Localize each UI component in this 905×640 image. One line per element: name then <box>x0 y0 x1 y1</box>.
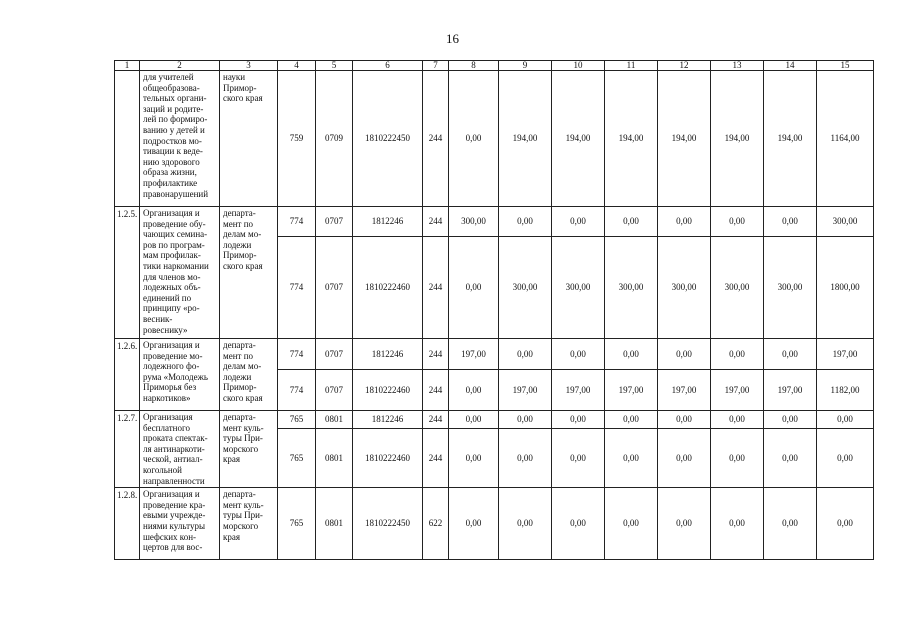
header-cell: 8 <box>449 61 499 71</box>
header-cell: 10 <box>552 61 605 71</box>
table-cell: 1810222460 <box>353 370 423 411</box>
table-cell: 194,00 <box>764 71 817 207</box>
table-cell: 0,00 <box>605 207 658 237</box>
table-cell: 0,00 <box>658 488 711 560</box>
table-cell: 0,00 <box>658 411 711 429</box>
table-cell: 197,00 <box>499 370 552 411</box>
table-cell: 774 <box>278 370 316 411</box>
table-cell: 0,00 <box>499 207 552 237</box>
table-cell: 194,00 <box>658 71 711 207</box>
table-cell: 0,00 <box>449 370 499 411</box>
table-cell: 0,00 <box>817 488 874 560</box>
table-cell: 0,00 <box>552 207 605 237</box>
table-cell: 244 <box>423 207 449 237</box>
table-cell: 0,00 <box>605 488 658 560</box>
item-number: 1.2.7. <box>115 411 140 488</box>
table-cell: 0,00 <box>552 411 605 429</box>
table-cell: 0,00 <box>449 71 499 207</box>
item-number: 1.2.6. <box>115 339 140 411</box>
header-cell: 9 <box>499 61 552 71</box>
table-cell: 194,00 <box>711 71 764 207</box>
table-cell: 0,00 <box>605 428 658 487</box>
table-cell: 197,00 <box>658 370 711 411</box>
table-cell: 0,00 <box>764 411 817 429</box>
table-cell: 765 <box>278 411 316 429</box>
table-cell: 1164,00 <box>817 71 874 207</box>
table-cell: 197,00 <box>605 370 658 411</box>
table-cell: 774 <box>278 207 316 237</box>
table-cell: 0,00 <box>711 488 764 560</box>
table-cell: 300,00 <box>552 237 605 339</box>
table-cell: 0,00 <box>499 339 552 370</box>
table-cell: 0,00 <box>552 428 605 487</box>
table-cell: 1810222450 <box>353 71 423 207</box>
executor: департа- мент по делам мо- лодежи Примор- ского края <box>220 207 278 339</box>
header-cell: 3 <box>220 61 278 71</box>
table-cell: 244 <box>423 411 449 429</box>
table-cell: 1812246 <box>353 339 423 370</box>
table-cell: 0,00 <box>499 411 552 429</box>
executor: науки Примор- ского края <box>220 71 278 207</box>
table-cell: 0801 <box>316 428 353 487</box>
table-cell: 0707 <box>316 370 353 411</box>
table-cell: 1812246 <box>353 411 423 429</box>
table-cell: 0,00 <box>449 237 499 339</box>
table-cell: 622 <box>423 488 449 560</box>
activity-name: Организация и проведение обу- чающих семина- ров по програм- мам профилак- тики наркомании для членов мо- лодежных объ- единений по принципу «ро- весник- ровеснику» <box>140 207 220 339</box>
header-cell: 15 <box>817 61 874 71</box>
table-cell: 300,00 <box>658 237 711 339</box>
budget-table <box>114 60 874 560</box>
table-cell: 194,00 <box>552 71 605 207</box>
header-cell: 14 <box>764 61 817 71</box>
table-cell: 0,00 <box>817 428 874 487</box>
table-cell: 1810222450 <box>353 488 423 560</box>
table-cell: 244 <box>423 237 449 339</box>
table-cell: 0707 <box>316 237 353 339</box>
table-cell: 300,00 <box>817 207 874 237</box>
header-cell: 1 <box>115 61 140 71</box>
table-cell: 0707 <box>316 339 353 370</box>
table-cell: 0,00 <box>711 339 764 370</box>
table-cell: 197,00 <box>711 370 764 411</box>
table-cell: 765 <box>278 428 316 487</box>
table-cell: 244 <box>423 428 449 487</box>
executor: департа- мент куль- туры При- морского края <box>220 411 278 488</box>
table-cell: 244 <box>423 339 449 370</box>
table-cell: 0,00 <box>764 428 817 487</box>
table-cell: 774 <box>278 237 316 339</box>
table-cell: 300,00 <box>499 237 552 339</box>
item-number <box>115 71 140 207</box>
table-cell: 1800,00 <box>817 237 874 339</box>
table-row <box>115 411 874 429</box>
header-cell: 11 <box>605 61 658 71</box>
table-cell: 197,00 <box>449 339 499 370</box>
page-number: 16 <box>446 31 459 46</box>
table-cell: 0,00 <box>711 207 764 237</box>
table-cell: 0,00 <box>605 411 658 429</box>
table-cell: 0,00 <box>764 339 817 370</box>
table-cell: 244 <box>423 370 449 411</box>
table-cell: 197,00 <box>552 370 605 411</box>
item-number: 1.2.5. <box>115 207 140 339</box>
table-cell: 0,00 <box>658 207 711 237</box>
table-cell: 0,00 <box>552 488 605 560</box>
table-cell: 0,00 <box>499 428 552 487</box>
table-row <box>115 71 874 207</box>
table-cell: 300,00 <box>605 237 658 339</box>
header-cell: 5 <box>316 61 353 71</box>
table-cell: 0707 <box>316 207 353 237</box>
activity-name: для учителей общеобразова- тельных органи- заций и родите- лей по формиро- ванию у детей и подростков мо- тивации к веде- нию здорового образа жизни, профилактике правонарушений <box>140 71 220 207</box>
table-cell: 0,00 <box>499 488 552 560</box>
header-cell: 7 <box>423 61 449 71</box>
header-cell: 2 <box>140 61 220 71</box>
table-cell: 300,00 <box>449 207 499 237</box>
table-cell: 0,00 <box>711 428 764 487</box>
table-cell: 194,00 <box>499 71 552 207</box>
table-row <box>115 339 874 370</box>
table-cell: 197,00 <box>764 370 817 411</box>
table-cell: 1810222460 <box>353 428 423 487</box>
table-cell: 0801 <box>316 411 353 429</box>
table-cell: 0,00 <box>658 428 711 487</box>
table-cell: 0709 <box>316 71 353 207</box>
table-cell: 0801 <box>316 488 353 560</box>
table-cell: 0,00 <box>552 339 605 370</box>
table-cell: 0,00 <box>449 411 499 429</box>
table-cell: 0,00 <box>764 207 817 237</box>
table-cell: 1810222460 <box>353 237 423 339</box>
item-number: 1.2.8. <box>115 488 140 560</box>
table-cell: 765 <box>278 488 316 560</box>
table-cell: 0,00 <box>605 339 658 370</box>
table-cell: 0,00 <box>658 339 711 370</box>
table-cell: 0,00 <box>817 411 874 429</box>
table-cell: 197,00 <box>817 339 874 370</box>
table-cell: 759 <box>278 71 316 207</box>
executor: департа- мент по делам мо- лодежи Примор- ского края <box>220 339 278 411</box>
header-cell: 13 <box>711 61 764 71</box>
activity-name: Организация бесплатного проката спектак- ля антинаркоти- ческой, антиал- когольной направленности <box>140 411 220 488</box>
table-row <box>115 488 874 560</box>
table-cell: 774 <box>278 339 316 370</box>
table-row <box>115 207 874 237</box>
table-cell: 1182,00 <box>817 370 874 411</box>
table-cell: 194,00 <box>605 71 658 207</box>
table-cell: 1812246 <box>353 207 423 237</box>
header-cell: 6 <box>353 61 423 71</box>
activity-name: Организация и проведение кра- евыми учрежде- ниями культуры шефских кон- цертов для вос- <box>140 488 220 560</box>
table-cell: 0,00 <box>449 428 499 487</box>
header-row <box>115 61 874 71</box>
table-cell: 0,00 <box>449 488 499 560</box>
executor: департа- мент куль- туры При- морского края <box>220 488 278 560</box>
header-cell: 4 <box>278 61 316 71</box>
table-cell: 300,00 <box>711 237 764 339</box>
table-cell: 244 <box>423 71 449 207</box>
activity-name: Организация и проведение мо- лодежного фо- рума «Молодежь Приморья без наркотиков» <box>140 339 220 411</box>
header-cell: 12 <box>658 61 711 71</box>
table-cell: 0,00 <box>711 411 764 429</box>
table-cell: 0,00 <box>764 488 817 560</box>
table-cell: 300,00 <box>764 237 817 339</box>
